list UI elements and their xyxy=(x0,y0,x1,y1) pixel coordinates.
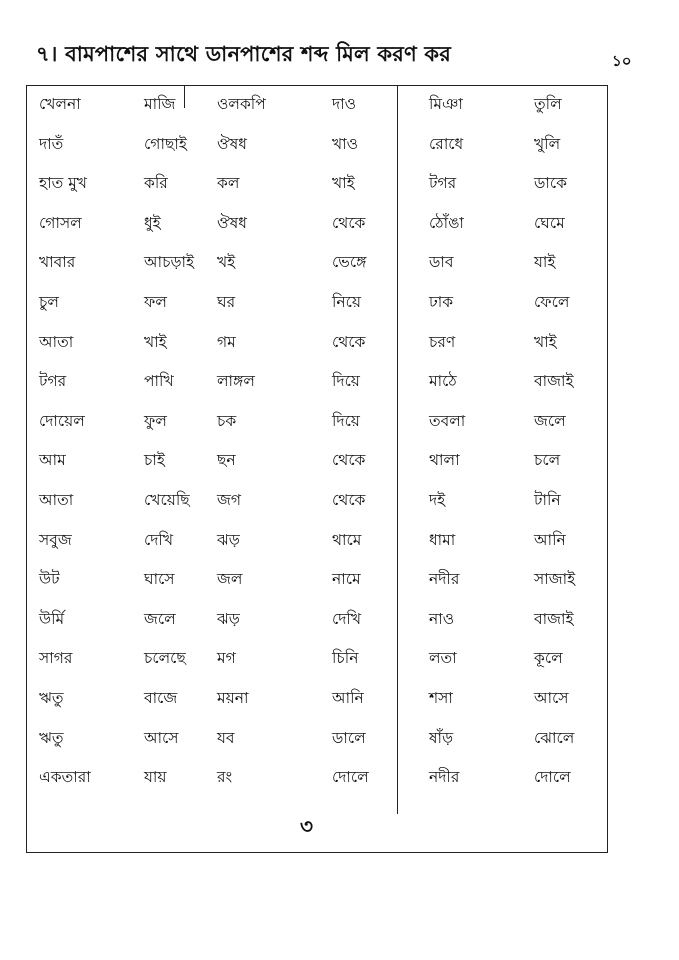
word-cell: যায় xyxy=(144,768,167,787)
word-cell: ফল xyxy=(144,293,167,311)
exercise-title: ৭। বামপাশের সাথে ডানপাশের শব্দ মিল করণ কর xyxy=(36,42,452,66)
word-cell: থামে xyxy=(332,530,362,549)
word-cell: ওলকপি xyxy=(217,95,266,113)
word-cell: দিয়ে xyxy=(332,411,360,430)
word-cell: চরণ xyxy=(429,332,456,351)
word-cell: মাজি xyxy=(144,95,176,113)
column-divider-left xyxy=(184,86,185,108)
word-cell: মগ xyxy=(217,649,236,668)
word-cell: নাও xyxy=(429,609,455,628)
word-cell: পাখি xyxy=(144,372,174,391)
word-cell: দাতঁ xyxy=(39,134,64,153)
word-cell: সাজাই xyxy=(534,570,576,589)
word-cell: দোলে xyxy=(332,768,369,787)
word-cell: চলে xyxy=(534,451,561,470)
word-cell: করি xyxy=(144,174,168,193)
word-cell: ঝোলে xyxy=(534,728,575,747)
word-cell: আনি xyxy=(332,689,364,707)
word-cell: দেখি xyxy=(144,530,174,549)
word-cell: নদীর xyxy=(429,768,460,787)
word-cell: দোলে xyxy=(534,768,571,787)
word-cell: চুল xyxy=(39,293,59,311)
word-cell: থেকে xyxy=(332,491,366,509)
word-cell: বাজাই xyxy=(534,609,574,628)
word-cell: যাই xyxy=(534,253,556,272)
word-cell: সাগর xyxy=(39,649,73,668)
word-cell: ঔষধ xyxy=(217,213,247,232)
word-cell: সবুজ xyxy=(39,530,72,549)
word-matching-table xyxy=(26,85,608,853)
word-cell: কল xyxy=(217,174,240,193)
word-cell: আচড়াই xyxy=(144,253,195,272)
word-cell: গোছাই xyxy=(144,134,187,153)
word-cell: গোসল xyxy=(39,213,82,232)
word-cell: একতারা xyxy=(39,768,91,787)
word-cell: থেকে xyxy=(332,451,366,470)
word-cell: চিনি xyxy=(332,649,359,668)
word-cell: তবলা xyxy=(429,411,466,430)
word-cell: দেখি xyxy=(332,609,362,628)
word-cell: ঘর xyxy=(217,293,236,311)
word-cell: ঔষধ xyxy=(217,134,247,153)
word-cell: বাজাই xyxy=(534,372,574,391)
word-cell: খেলনা xyxy=(39,95,81,113)
word-cell: মিঞা xyxy=(429,95,463,113)
word-cell: বাজে xyxy=(144,689,178,707)
word-cell: খাই xyxy=(332,174,355,193)
word-cell: ঘাসে xyxy=(144,570,175,589)
word-cell: ময়না xyxy=(217,689,249,707)
word-cell: চলেছে xyxy=(144,649,186,668)
word-cell: খাও xyxy=(332,134,359,153)
word-cell: ঝড় xyxy=(217,530,240,549)
word-cell: দাও xyxy=(332,95,357,113)
word-cell: লাঙ্গল xyxy=(217,372,255,391)
word-cell: আনি xyxy=(534,530,566,549)
word-cell: উর্মি xyxy=(39,609,65,628)
word-cell: ঋতু xyxy=(39,689,64,707)
word-cell: নদীর xyxy=(429,570,460,589)
word-cell: জগ xyxy=(217,491,242,509)
word-cell: খাবার xyxy=(39,253,76,272)
word-cell: আম xyxy=(39,451,66,470)
word-cell: দিয়ে xyxy=(332,372,360,391)
word-cell: ষাঁড় xyxy=(429,728,454,747)
word-cell: টগর xyxy=(39,372,67,391)
word-cell: ঋতু xyxy=(39,728,64,747)
word-cell: গম xyxy=(217,332,236,351)
word-cell: চক xyxy=(217,411,237,430)
word-cell: খুলি xyxy=(534,134,561,153)
word-cell: ঠোঁঙা xyxy=(429,213,464,232)
word-cell: ডালে xyxy=(332,728,366,747)
word-cell: খেয়েছি xyxy=(144,491,190,509)
word-cell: ঝড় xyxy=(217,609,240,628)
word-cell: খই xyxy=(217,253,236,272)
word-cell: আতা xyxy=(39,332,74,351)
word-cell: উট xyxy=(39,570,60,589)
word-cell: জলে xyxy=(534,411,566,430)
word-cell: তুলি xyxy=(534,95,562,113)
word-cell: ধামা xyxy=(429,530,456,549)
word-cell: ডাব xyxy=(429,253,454,272)
word-cell: খাই xyxy=(534,332,557,351)
column-divider-right xyxy=(397,86,398,814)
word-cell: ধুই xyxy=(144,213,161,232)
word-cell: রোধে xyxy=(429,134,464,153)
word-cell: কূলে xyxy=(534,649,563,668)
page-number: ৩ xyxy=(300,814,314,838)
word-cell: ফেলে xyxy=(534,293,570,311)
word-cell: আতা xyxy=(39,491,74,509)
word-cell: যব xyxy=(217,728,235,747)
word-cell: ঢাক xyxy=(429,293,454,311)
word-cell: থালা xyxy=(429,451,460,470)
word-cell: হাত মুখ xyxy=(39,174,87,193)
word-cell: নিয়ে xyxy=(332,293,362,311)
word-cell: লতা xyxy=(429,649,457,668)
word-cell: আসে xyxy=(144,728,179,747)
word-cell: নামে xyxy=(332,570,361,589)
word-cell: ছন xyxy=(217,451,236,470)
word-cell: খাই xyxy=(144,332,167,351)
word-cell: জলে xyxy=(144,609,176,628)
word-cell: ভেঙ্গে xyxy=(332,253,367,272)
marks-label: ১০ xyxy=(612,52,632,70)
word-cell: আসে xyxy=(534,689,569,707)
word-cell: চাই xyxy=(144,451,165,470)
word-cell: জল xyxy=(217,570,243,589)
word-cell: রং xyxy=(217,768,233,787)
word-cell: দই xyxy=(429,491,446,509)
word-cell: শসা xyxy=(429,689,453,707)
word-cell: থেকে xyxy=(332,213,366,232)
word-cell: ফুল xyxy=(144,411,167,430)
word-cell: ডাকে xyxy=(534,174,567,193)
word-cell: মাঠে xyxy=(429,372,457,391)
word-cell: ঘেমে xyxy=(534,213,565,232)
word-cell: থেকে xyxy=(332,332,366,351)
word-cell: টানি xyxy=(534,491,561,509)
word-cell: দোয়েল xyxy=(39,411,85,430)
word-cell: টগর xyxy=(429,174,457,193)
